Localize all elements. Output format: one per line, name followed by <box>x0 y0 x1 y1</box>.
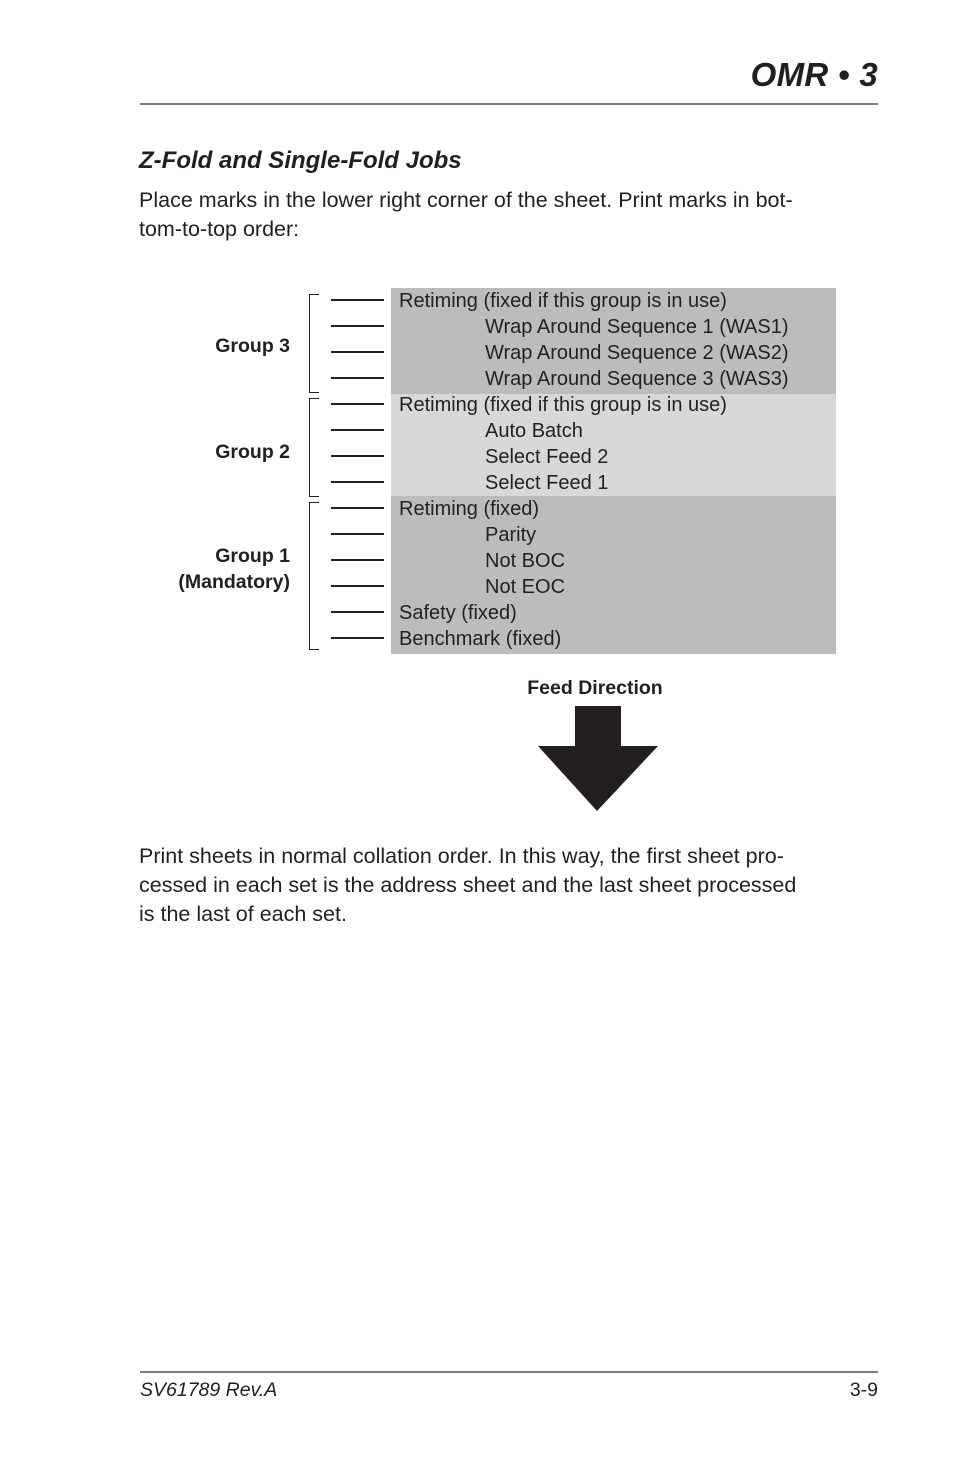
group-label-text: Group 2 <box>215 441 290 463</box>
footer-doc-id: SV61789 Rev.A <box>140 1379 278 1401</box>
mark-line <box>331 403 384 405</box>
mark-label: Select Feed 1 <box>485 472 609 494</box>
mark-line <box>331 429 384 431</box>
footer-page-number: 3-9 <box>849 1379 878 1401</box>
mark-line <box>331 637 384 639</box>
chapter-title: OMR • 3 <box>750 56 878 93</box>
intro-line: tom-to-top order: <box>139 217 300 241</box>
mark-label: Select Feed 2 <box>485 446 609 468</box>
mark-line <box>331 481 384 483</box>
mark-line <box>331 559 384 561</box>
mark-label: Not EOC <box>485 576 566 598</box>
mark-label: Safety (fixed) <box>399 602 517 624</box>
group-3-label <box>215 333 290 359</box>
group-2-label <box>215 439 290 465</box>
group-label-subtext: (Mandatory) <box>178 571 290 593</box>
mark-label: Wrap Around Sequence 2 (WAS2) <box>485 342 789 364</box>
mark-line <box>331 611 384 613</box>
down-arrow-icon <box>536 706 660 812</box>
mark-label: Benchmark (fixed) <box>399 628 562 650</box>
group-1-bracket <box>309 502 319 650</box>
closing-line: Print sheets in normal collation order. In this way, the first sheet pro- <box>139 844 784 868</box>
header-rule <box>140 103 878 105</box>
group-2-bracket <box>309 398 319 497</box>
mark-label: Retiming (fixed if this group is in use) <box>399 394 727 416</box>
section-heading: Z-Fold and Single-Fold Jobs <box>139 147 462 174</box>
mark-line <box>331 377 384 379</box>
intro-paragraph <box>139 186 884 244</box>
mark-label: Retiming (fixed) <box>399 498 540 520</box>
mark-label: Auto Batch <box>485 420 583 442</box>
group-3-bracket <box>309 294 319 393</box>
mark-label: Wrap Around Sequence 1 (WAS1) <box>485 316 789 338</box>
mark-line <box>331 325 384 327</box>
mark-label: Parity <box>485 524 537 546</box>
closing-line: is the last of each set. <box>139 902 347 926</box>
mark-line <box>331 533 384 535</box>
closing-paragraph <box>139 842 884 929</box>
mark-line <box>331 455 384 457</box>
mark-line <box>331 299 384 301</box>
closing-line: cessed in each set is the address sheet and the last sheet processed <box>139 873 797 897</box>
mark-line <box>331 507 384 509</box>
mark-line <box>331 351 384 353</box>
footer-rule <box>140 1371 878 1373</box>
mark-label: Not BOC <box>485 550 566 572</box>
group-label-text: Group 1 <box>215 545 290 567</box>
group-label-text: Group 3 <box>215 335 290 357</box>
mark-label: Retiming (fixed if this group is in use) <box>399 290 727 312</box>
mark-label: Wrap Around Sequence 3 (WAS3) <box>485 368 789 390</box>
mark-line <box>331 585 384 587</box>
group-1-label <box>178 543 290 595</box>
feed-direction-label: Feed Direction <box>527 677 663 699</box>
intro-line: Place marks in the lower right corner of the sheet. Print marks in bot- <box>139 188 793 212</box>
